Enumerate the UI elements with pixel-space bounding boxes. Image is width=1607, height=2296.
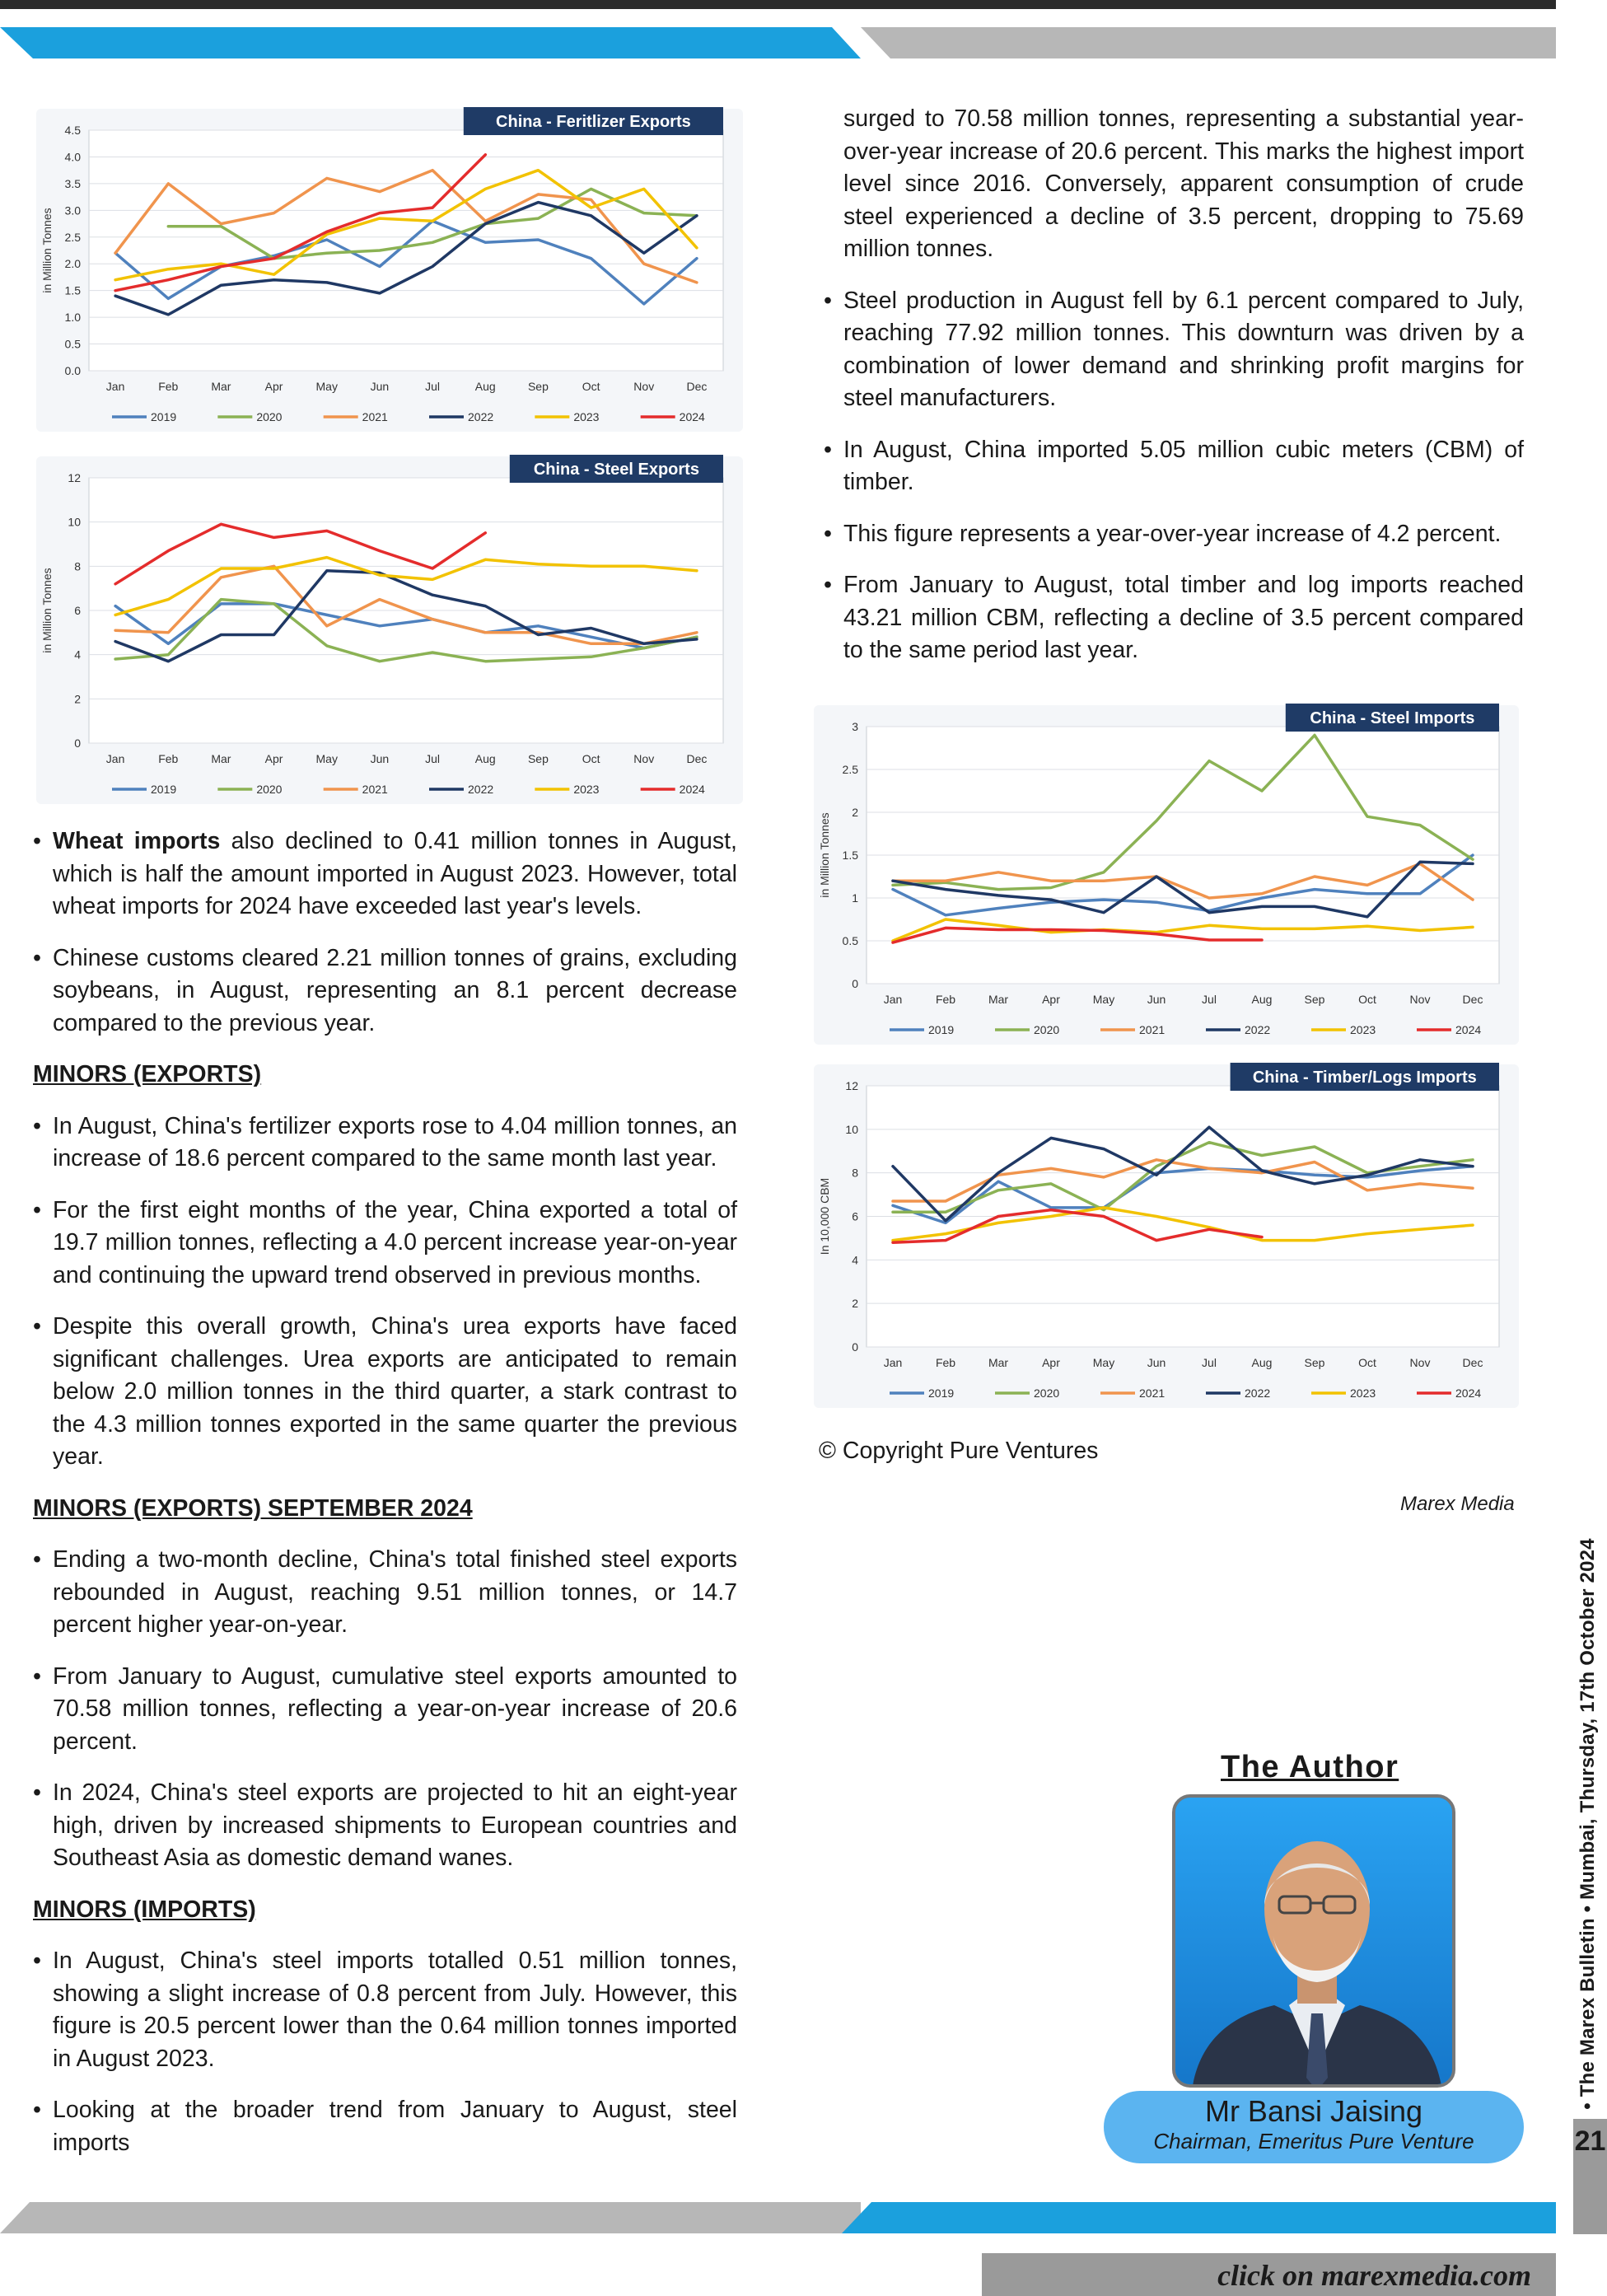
x-tick-label: Mar [211, 752, 231, 765]
y-tick-label: 3 [852, 720, 858, 733]
y-tick-label: 6 [74, 604, 81, 617]
legend-label: 2021 [1139, 1386, 1166, 1400]
top-border [0, 0, 1556, 9]
y-tick-label: 8 [74, 559, 81, 573]
x-tick-label: Jul [425, 752, 441, 765]
legend-label: 2020 [1034, 1023, 1060, 1036]
bullet-paragraph [824, 569, 1524, 667]
y-tick-label: 10 [845, 1122, 858, 1136]
paragraph-text: also declined to 0.41 million tonnes in August, which is half the amount imported in August 2023. However, total wheat imports for 2024 have exceeded last year's levels. [53, 828, 737, 919]
legend-label: 2021 [1139, 1023, 1166, 1036]
chart-title: China - Timber/Logs Imports [1252, 1069, 1477, 1087]
x-tick-label: Dec [686, 380, 708, 393]
x-tick-label: Nov [1409, 1356, 1431, 1369]
y-tick-label: 0.0 [64, 364, 81, 377]
credit-line: Marex Media [1400, 1493, 1515, 1515]
x-tick-label: May [315, 380, 338, 393]
chart-svg [31, 453, 748, 807]
x-tick-label: May [1092, 1356, 1115, 1369]
x-tick-label: Apr [1042, 993, 1060, 1006]
x-tick-label: Jan [883, 993, 903, 1006]
legend-label: 2021 [362, 783, 388, 796]
legend-label: 2024 [1455, 1386, 1482, 1400]
x-tick-label: Aug [474, 752, 496, 765]
y-tick-label: 0 [74, 736, 81, 750]
y-tick-label: 3.5 [64, 176, 81, 190]
bullet-paragraph [824, 434, 1524, 499]
section-heading [33, 1894, 737, 1927]
bullet-paragraph [33, 942, 737, 1040]
paragraph-text: surged to 70.58 million tonnes, representing a substantial year-over-year increase of 20.6 percent. This marks the highest import level since 2016. Conversely, apparent consumption of crude steel experienced a decline of 3.5 percent, dropping to 75.69 million tonnes. [843, 105, 1524, 262]
x-tick-label: Oct [1358, 993, 1376, 1006]
paragraph-text: In August, China imported 5.05 million cubic meters (CBM) of timber. [843, 436, 1524, 495]
y-tick-label: 1 [852, 891, 858, 905]
y-tick-label: 0.5 [64, 337, 81, 351]
x-tick-label: Apr [264, 380, 283, 393]
legend-label: 2023 [573, 410, 600, 423]
x-tick-label: Sep [527, 380, 549, 393]
y-tick-label: 4 [74, 648, 81, 662]
y-tick-label: 2.5 [842, 763, 858, 776]
y-tick-label: 4.0 [64, 150, 81, 164]
legend-label: 2021 [362, 410, 388, 423]
bullet-paragraph [824, 518, 1524, 551]
bullet-paragraph [33, 1311, 737, 1474]
chart-title: China - Feritlizer Exports [496, 113, 691, 131]
bullet-paragraph [33, 1945, 737, 2075]
author-role: Chairman, Emeritus Pure Venture [1153, 2129, 1474, 2153]
legend-label: 2022 [1245, 1386, 1271, 1400]
legend-label: 2022 [468, 410, 494, 423]
x-tick-label: Feb [935, 1356, 956, 1369]
steel-exports-chart [31, 453, 748, 807]
bullet-paragraph [33, 2094, 737, 2159]
x-tick-label: Jul [425, 380, 441, 393]
page-number: 21 [1574, 2125, 1606, 2157]
x-tick-label: Feb [935, 993, 956, 1006]
section-heading-text: MINORS (EXPORTS) [33, 1061, 262, 1087]
paragraph-text: Despite this overall growth, China's urea exports have faced significant challenges. Urea exports are anticipated to remain below 2.0 million tonnes in the third quarter, a stark contrast to the 4.3 million tonnes exported in the same quarter the previous year. [53, 1313, 737, 1470]
x-tick-label: Oct [1358, 1356, 1376, 1369]
x-tick-label: Feb [158, 752, 179, 765]
x-tick-label: Jan [105, 380, 125, 393]
legend-label: 2023 [1350, 1386, 1376, 1400]
x-tick-label: Jan [105, 752, 125, 765]
x-tick-label: Apr [1042, 1356, 1060, 1369]
x-tick-label: Feb [158, 380, 179, 393]
legend-label: 2023 [573, 783, 600, 796]
x-tick-label: Dec [1462, 993, 1483, 1006]
y-tick-label: 2.0 [64, 257, 81, 271]
x-tick-label: Oct [582, 752, 600, 765]
x-tick-label: Jan [883, 1356, 903, 1369]
paragraph-text: Chinese customs cleared 2.21 million tonnes of grains, excluding soybeans, in August, representing an 8.1 percent decrease compared to the previous year. [53, 944, 737, 1036]
y-tick-label: 4 [852, 1253, 858, 1267]
legend-label: 2024 [679, 783, 705, 796]
paragraph-text: In August, China's fertilizer exports rose to 4.04 million tonnes, an increase of 18.6 percent compared to the same month last year. [53, 1112, 737, 1171]
paragraph-text: In 2024, China's steel exports are projected to hit an eight-year high, driven by increased shipments to European countries and Southeast Asia as domestic demand wanes. [53, 1779, 737, 1871]
x-tick-label: May [315, 752, 338, 765]
x-tick-label: Apr [264, 752, 283, 765]
legend-label: 2022 [468, 783, 494, 796]
paragraph-text: Looking at the broader trend from January to August, steel imports [53, 2097, 737, 2156]
y-tick-label: 12 [68, 471, 81, 484]
x-tick-label: Jun [370, 752, 390, 765]
x-tick-label: Jun [370, 380, 390, 393]
legend-label: 2020 [256, 783, 283, 796]
steel-imports-chart [809, 702, 1524, 1048]
left-text-column [33, 825, 737, 2178]
y-axis-label: in Million Tonnes [40, 208, 54, 293]
legend-label: 2019 [151, 783, 177, 796]
legend-label: 2019 [928, 1023, 955, 1036]
x-tick-label: Aug [1251, 993, 1273, 1006]
y-axis-label: in Million Tonnes [818, 812, 831, 898]
legend-label: 2022 [1245, 1023, 1271, 1036]
y-tick-label: 2.5 [64, 230, 81, 244]
y-tick-label: 1.5 [64, 283, 81, 297]
x-tick-label: Jun [1147, 993, 1166, 1006]
x-tick-label: Mar [211, 380, 231, 393]
legend-label: 2019 [151, 410, 177, 423]
y-tick-label: 10 [68, 515, 81, 529]
paragraph [824, 103, 1524, 266]
x-tick-label: Mar [988, 1356, 1009, 1369]
legend-label: 2020 [1034, 1386, 1060, 1400]
y-tick-label: 0 [852, 977, 858, 990]
section-heading-text: MINORS (EXPORTS) SEPTEMBER 2024 [33, 1494, 473, 1522]
copyright-notice: © Copyright Pure Ventures [819, 1438, 1099, 1464]
y-axis-label: In 10,000 CBM [818, 1177, 831, 1256]
x-tick-label: Nov [633, 380, 655, 393]
x-tick-label: Jun [1147, 1356, 1166, 1369]
y-tick-label: 0 [852, 1340, 858, 1354]
publication-strip: • The Marex Bulletin • Mumbai, Thursday, 17th October 2024 [1577, 1538, 1599, 2110]
legend-label: 2024 [679, 410, 705, 423]
timber-logs-imports-chart [809, 1061, 1524, 1411]
legend-label: 2024 [1455, 1023, 1482, 1036]
y-axis-label: in Million Tonnes [40, 568, 54, 653]
footer-link[interactable]: click on marexmedia.com [1217, 2259, 1531, 2292]
y-tick-label: 2 [74, 692, 81, 706]
chart-title: China - Steel Imports [1310, 709, 1475, 727]
legend-label: 2019 [928, 1386, 955, 1400]
chart-svg [809, 1061, 1524, 1411]
fertilizer-exports-chart [31, 105, 748, 435]
bottom-grey-band [0, 2202, 861, 2233]
author-name-plate [1104, 2091, 1524, 2163]
bullet-paragraph [33, 825, 737, 924]
legend-label: 2020 [256, 410, 283, 423]
x-tick-label: May [1092, 993, 1115, 1006]
chart-title: China - Steel Exports [533, 461, 699, 479]
x-tick-label: Nov [633, 752, 655, 765]
x-tick-label: Oct [582, 380, 600, 393]
author-name: Mr Bansi Jaising [1204, 2094, 1423, 2128]
bullet-paragraph [33, 1777, 737, 1875]
y-tick-label: 1.0 [64, 311, 81, 325]
y-tick-label: 6 [852, 1209, 858, 1223]
x-tick-label: Nov [1409, 993, 1431, 1006]
bullet-paragraph [33, 1195, 737, 1293]
y-tick-label: 3.0 [64, 203, 81, 217]
x-tick-label: Mar [988, 993, 1009, 1006]
x-tick-label: Jul [1202, 993, 1217, 1006]
section-heading [33, 1493, 737, 1526]
top-blue-band [0, 27, 861, 58]
paragraph-text: This figure represents a year-over-year increase of 4.2 percent. [843, 520, 1502, 547]
y-tick-label: 2 [852, 806, 858, 819]
y-tick-label: 1.5 [842, 849, 858, 862]
right-text-column [824, 103, 1524, 686]
x-tick-label: Aug [1251, 1356, 1273, 1369]
footer-link-bar[interactable] [982, 2253, 1556, 2296]
chart-svg [809, 702, 1524, 1048]
x-tick-label: Sep [1304, 993, 1325, 1006]
chart-svg [31, 105, 748, 435]
paragraph-text: Steel production in August fell by 6.1 percent compared to July, reaching 77.92 million tonnes. This downturn was driven by a combination of lower demand and shrinking profit margins for steel manufacturers. [843, 287, 1524, 411]
y-tick-label: 4.5 [64, 124, 81, 137]
bullet-paragraph [33, 1544, 737, 1642]
y-tick-label: 12 [845, 1079, 858, 1092]
author-section-title: The Author [1221, 1750, 1399, 1784]
paragraph-text: From January to August, total timber and log imports reached 43.21 million CBM, reflecting a decline of 3.5 percent compared to the same period last year. [843, 572, 1524, 663]
bullet-paragraph [33, 1661, 737, 1759]
y-tick-label: 0.5 [842, 934, 858, 947]
y-tick-label: 2 [852, 1297, 858, 1311]
bullet-paragraph [824, 285, 1524, 415]
paragraph-text: Ending a two-month decline, China's total finished steel exports rebounded in August, reaching 9.51 million tonnes, or 14.7 percent higher year-on-year. [53, 1546, 737, 1638]
paragraph-text: For the first eight months of the year, China exported a total of 19.7 million tonnes, reflecting a 4.0 percent increase year-on-year and continuing the upward trend observed in previous months. [53, 1196, 737, 1288]
x-tick-label: Sep [1304, 1356, 1325, 1369]
x-tick-label: Dec [1462, 1356, 1483, 1369]
legend-label: 2023 [1350, 1023, 1376, 1036]
bullet-paragraph [33, 1111, 737, 1176]
author-photo [1172, 1794, 1455, 2088]
x-tick-label: Aug [474, 380, 496, 393]
paragraph-text: From January to August, cumulative steel exports amounted to 70.58 million tonnes, reflecting a year-on-year increase of 20.6 percent. [53, 1662, 737, 1755]
paragraph-text: In August, China's steel imports totalled 0.51 million tonnes, showing a slight increase of 0.8 percent from July. However, this figure is 20.5 percent lower than the 0.64 million tonnes imported in August 2023. [53, 1948, 737, 2072]
x-tick-label: Dec [686, 752, 708, 765]
y-tick-label: 8 [852, 1166, 858, 1180]
section-heading [33, 1059, 737, 1092]
section-heading-text: MINORS (IMPORTS) [33, 1896, 256, 1923]
bold-term: Wheat imports [53, 828, 221, 854]
plot-area [89, 130, 723, 371]
x-tick-label: Sep [527, 752, 549, 765]
x-tick-label: Jul [1202, 1356, 1217, 1369]
bottom-blue-band [842, 2202, 1556, 2233]
top-grey-band [861, 27, 1556, 58]
